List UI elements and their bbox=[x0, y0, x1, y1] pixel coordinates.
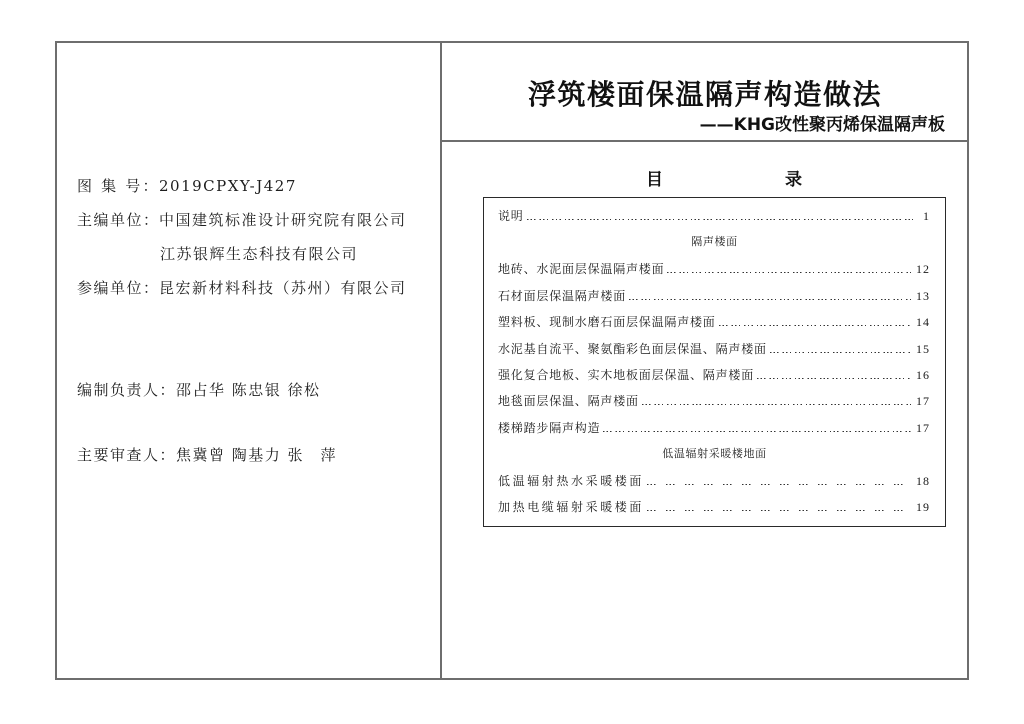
dot-leader bbox=[719, 314, 911, 330]
toc-entry bbox=[498, 367, 930, 383]
dot-leader bbox=[647, 473, 911, 489]
dot-leader bbox=[667, 261, 911, 277]
chief-editor-value-2: 江苏银辉生态科技有限公司 bbox=[160, 245, 359, 263]
toc-entry-title: 地砖、水泥面层保温隔声楼面 bbox=[498, 262, 665, 276]
reviewers-value: 焦冀曾 陶基力 张 萍 bbox=[176, 446, 338, 464]
toc-entry bbox=[498, 341, 930, 357]
toc-section-heading-sound-insulation: 隔声楼面 bbox=[691, 235, 738, 248]
toc-entry-title: 塑料板、现制水磨石面层保温隔声楼面 bbox=[498, 315, 716, 329]
atlas-number-row bbox=[77, 177, 297, 195]
toc-entry-page: 18 bbox=[916, 474, 930, 488]
chief-editor-value-1: 中国建筑标准设计研究院有限公司 bbox=[159, 211, 407, 229]
toc-entry-title: 说明 bbox=[498, 209, 524, 223]
compilers-row bbox=[77, 381, 321, 399]
toc-entry-title: 水泥基自流平、聚氨酯彩色面层保温、隔声楼面 bbox=[498, 342, 767, 356]
toc-section-heading-radiant-heating: 低温辐射采暖楼地面 bbox=[662, 447, 767, 460]
chief-editor-label: 主编单位： bbox=[77, 211, 160, 229]
toc-entry bbox=[498, 288, 930, 304]
toc-entry-title: 加热电缆辐射采暖楼面 bbox=[498, 500, 645, 514]
toc-entry bbox=[498, 261, 930, 277]
toc-entry-page: 19 bbox=[916, 500, 930, 514]
title-rule bbox=[441, 140, 969, 142]
document-title: 浮筑楼面保温隔声构造做法 bbox=[527, 78, 882, 111]
dot-leader bbox=[647, 499, 911, 515]
dot-leader bbox=[629, 288, 911, 304]
dot-leader bbox=[603, 420, 911, 436]
chief-editor-row bbox=[77, 211, 407, 229]
toc-entry bbox=[498, 314, 930, 330]
toc-entry-page: 13 bbox=[916, 289, 930, 303]
toc-heading: 目录 bbox=[646, 170, 924, 190]
toc-entry-title: 地毯面层保温、隔声楼面 bbox=[498, 394, 639, 408]
toc-entry-intro bbox=[498, 208, 930, 224]
co-editor-label: 参编单位： bbox=[77, 279, 160, 297]
toc-entry bbox=[498, 473, 930, 489]
chief-editor-row-2 bbox=[160, 245, 358, 263]
toc-entry-page: 15 bbox=[916, 342, 930, 356]
toc-entry-page: 1 bbox=[923, 209, 930, 223]
dot-leader bbox=[770, 341, 911, 357]
panel-divider bbox=[440, 41, 442, 680]
atlas-number-value: 2019CPXY-J427 bbox=[159, 177, 297, 195]
toc-entry-page: 17 bbox=[916, 394, 930, 408]
toc-entry bbox=[498, 499, 930, 515]
atlas-number-label: 图 集 号： bbox=[77, 177, 159, 195]
co-editor-row bbox=[77, 279, 407, 297]
dot-leader bbox=[527, 208, 913, 224]
toc-entry-title: 低温辐射热水采暖楼面 bbox=[498, 474, 645, 488]
co-editor-value: 昆宏新材料科技（苏州）有限公司 bbox=[159, 279, 407, 297]
toc-entry-page: 17 bbox=[916, 421, 930, 435]
compilers-value: 邵占华 陈忠银 徐松 bbox=[176, 381, 321, 399]
reviewers-label: 主要审查人： bbox=[77, 446, 177, 464]
toc-entry-page: 16 bbox=[916, 368, 930, 382]
reviewers-row bbox=[77, 446, 337, 464]
table-of-contents bbox=[483, 197, 946, 527]
toc-entry-page: 14 bbox=[916, 315, 930, 329]
toc-entry-title: 楼梯踏步隔声构造 bbox=[498, 421, 601, 435]
toc-entry-title: 石材面层保温隔声楼面 bbox=[498, 289, 627, 303]
compilers-label: 编制负责人： bbox=[77, 381, 177, 399]
dot-leader bbox=[757, 367, 911, 383]
document-subtitle: ——KHG改性聚丙烯保温隔声板 bbox=[699, 115, 945, 135]
toc-entry-page: 12 bbox=[916, 262, 930, 276]
toc-entry bbox=[498, 420, 930, 436]
toc-entry bbox=[498, 393, 930, 409]
toc-entry-title: 强化复合地板、实木地板面层保温、隔声楼面 bbox=[498, 368, 755, 382]
dot-leader bbox=[642, 393, 911, 409]
